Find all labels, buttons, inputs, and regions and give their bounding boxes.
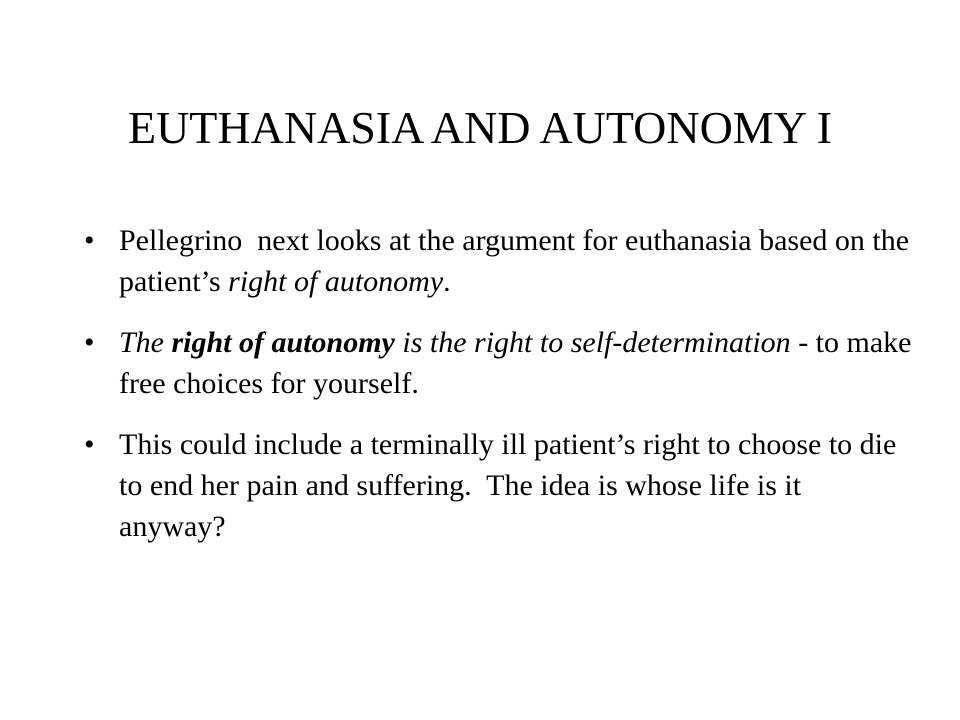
emphasis-segment: right of autonomy xyxy=(228,265,444,298)
bullet-text xyxy=(119,326,919,400)
bullet-list xyxy=(84,220,919,567)
bullet-item xyxy=(84,220,917,302)
text-segment: Pellegrino next looks at the argument for euthanasia based on the patient’s xyxy=(119,224,917,298)
bullet-item xyxy=(84,322,919,404)
slide-title: EUTHANASIA AND AUTONOMY I xyxy=(127,102,833,153)
text-segment: This could include a terminally ill patient’s right to choose to die to end her pain and suffering. The idea is whose life is it anyway? xyxy=(119,428,904,543)
bullet-icon: • xyxy=(84,428,95,461)
bullet-text xyxy=(119,428,904,543)
bullet-text xyxy=(119,224,917,298)
bullet-icon: • xyxy=(84,326,95,359)
emphasis-segment: is the right to self-determination xyxy=(394,326,791,359)
text-segment: . xyxy=(443,265,451,298)
strong-emphasis-segment: right of autonomy xyxy=(171,326,395,359)
emphasis-segment: The xyxy=(119,326,172,359)
text-segment: - to make free choices for yourself. xyxy=(119,326,919,400)
bullet-item xyxy=(84,424,914,547)
bullet-icon: • xyxy=(84,224,95,257)
